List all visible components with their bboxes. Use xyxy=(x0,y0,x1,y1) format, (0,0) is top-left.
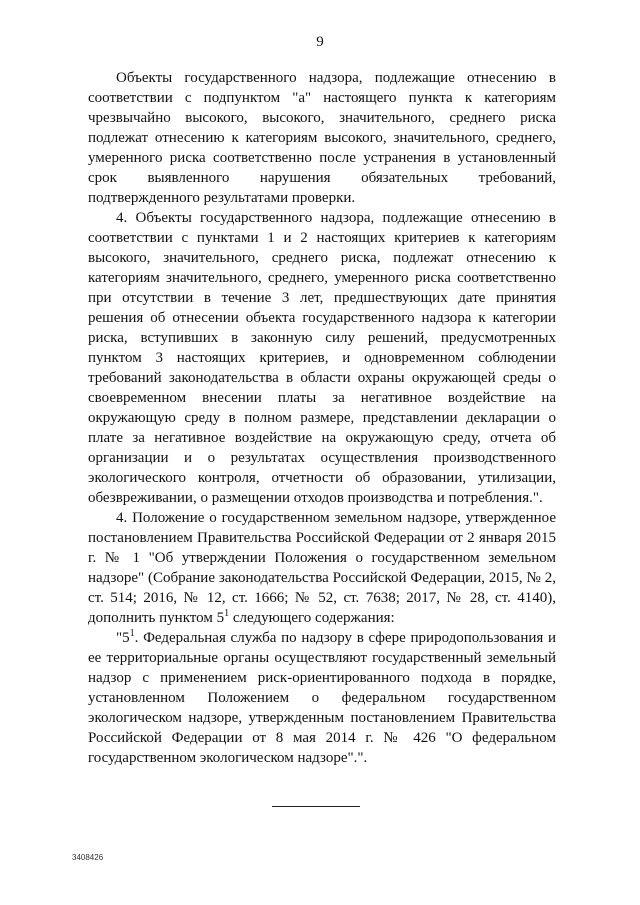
paragraph-text-before-superscript: "5 xyxy=(116,630,130,646)
page-number: 9 xyxy=(316,34,324,50)
paragraph-item-5-1 xyxy=(88,628,556,768)
paragraph-item-4-criteria: 4. Объекты государственного надзора, подлежащие отнесению в соответствии с пунктами 1 и 2 настоящих критериев к категориям высокого, значительного, среднего риска, подлежат отнесению к категориям значительного, среднего, умеренного риска соответственно при отсутствии в течение 3 лет, предшествующих дате принятия решения об отнесении объекта государственного надзора к категории риска, вступивших в законную силу решений, предусмотренных пунктом 3 настоящих критериев, и одновременном соблюдении требований законодательства в области охраны окружающей среды о своевременном внесении платы за негативное воздействие на окружающую среду в полном размере, представлении декларации о плате за негативное воздействие на окружающую среду, отчета об организации и о результатах осуществления производственного экологического контроля, отчетности об образовании, утилизации, обезвреживании, о размещении отходов производства и потребления.". xyxy=(88,210,556,506)
paragraph-text-after-superscript: следующего содержания: xyxy=(229,610,395,626)
document-body xyxy=(88,68,556,768)
superscript-marker: 1 xyxy=(129,628,135,639)
superscript-marker: 1 xyxy=(224,608,230,619)
document-code: 3408426 xyxy=(72,853,104,862)
paragraph-risk-reclassification: Объекты государственного надзора, подлежащие отнесению в соответствии с подпунктом "а" настоящего пункта к категориям чрезвычайно высокого, высокого, значительного, среднего риска подлежат отнесению к категориям высокого, значительного, среднего, умеренного риска соответственно после устранения в установленный срок выявленного нарушения обязательных требований, подтвержденного результатами проверки. xyxy=(88,70,556,206)
paragraph-text-after-superscript: . Федеральная служба по надзору в сфере природопользования и ее территориальные органы осуществляют государственный земельный надзор с применением риск-ориентированного подхода в порядке, установленном Положением о федеральном государственном экологическом надзоре, утвержденным постановлением Правительства Российской Федерации от 8 мая 2014 г. № 426 "О федеральном государственном экологическом надзоре".". xyxy=(88,630,556,766)
end-of-text-divider xyxy=(272,806,360,807)
paragraph-text-before-superscript: 4. Положение о государственном земельном надзоре, утвержденное постановлением Правительства Российской Федерации от 2 января 2015 г. № 1 "Об утверждении Положения о государственном земельном надзоре" (Собрание законодательства Российской Федерации, 2015, № 2, ст. 514; 2016, № 12, ст. 1666; № 52, ст. 7638; 2017, № 28, ст. 4140), дополнить пунктом 5 xyxy=(88,510,556,626)
paragraph-land-supervision-amendment xyxy=(88,508,556,628)
